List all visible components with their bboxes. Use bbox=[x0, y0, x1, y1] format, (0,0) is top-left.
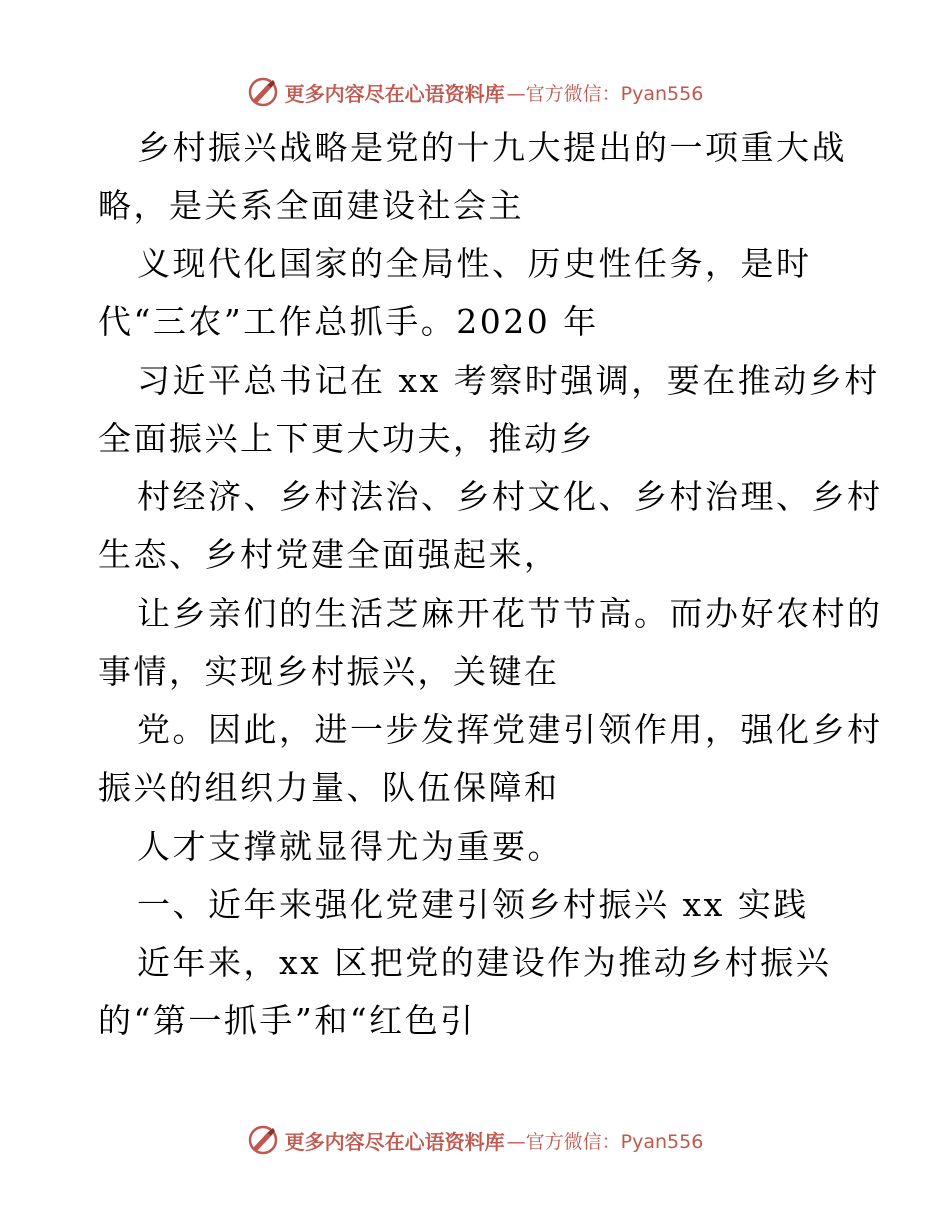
pen-logo-icon bbox=[247, 1124, 279, 1156]
pen-logo-icon bbox=[247, 76, 279, 108]
header-banner-wechat: —官方微信：Pyan556 bbox=[506, 82, 704, 105]
footer-banner bbox=[0, 1120, 950, 1160]
footer-banner-title: 更多内容尽在心语资料库 bbox=[284, 1129, 505, 1154]
body-line: 习近平总书记在 xx 考察时强调，要在推动乡村 bbox=[137, 361, 880, 400]
body-line: 振兴的组织力量、队伍保障和 bbox=[98, 768, 560, 807]
body-line: 人才支撑就显得尤为重要。 bbox=[137, 827, 563, 866]
body-line: 近年来，xx 区把党的建设作为推动乡村振兴 bbox=[137, 943, 832, 982]
body-line: 略，是关系全面建设社会主 bbox=[98, 186, 524, 225]
body-line: 乡村振兴战略是党的十九大提出的一项重大战 bbox=[137, 128, 847, 167]
body-line: 生态、乡村党建全面强起来， bbox=[98, 535, 560, 574]
body-line: 代“三农”工作总抓手。2020 年 bbox=[98, 302, 599, 341]
section-heading: 一、近年来强化党建引领乡村振兴 xx 实践 bbox=[137, 885, 809, 924]
header-banner-title: 更多内容尽在心语资料库 bbox=[284, 81, 505, 106]
header-banner bbox=[0, 72, 950, 112]
body-line: 义现代化国家的全局性、历史性任务，是时 bbox=[137, 244, 812, 283]
body-line: 让乡亲们的生活芝麻开花节节高。而办好农村的 bbox=[137, 594, 883, 633]
body-line: 村经济、乡村法治、乡村文化、乡村治理、乡村 bbox=[137, 477, 883, 516]
footer-banner-wechat: —官方微信：Pyan556 bbox=[506, 1130, 704, 1153]
body-line: 全面振兴上下更大功夫，推动乡 bbox=[98, 419, 595, 458]
body-line: 的“第一抓手”和“红色引 bbox=[98, 1001, 476, 1040]
body-line: 事情，实现乡村振兴，关键在 bbox=[98, 652, 560, 691]
body-line: 党。因此，进一步发挥党建引领作用，强化乡村 bbox=[137, 710, 883, 749]
